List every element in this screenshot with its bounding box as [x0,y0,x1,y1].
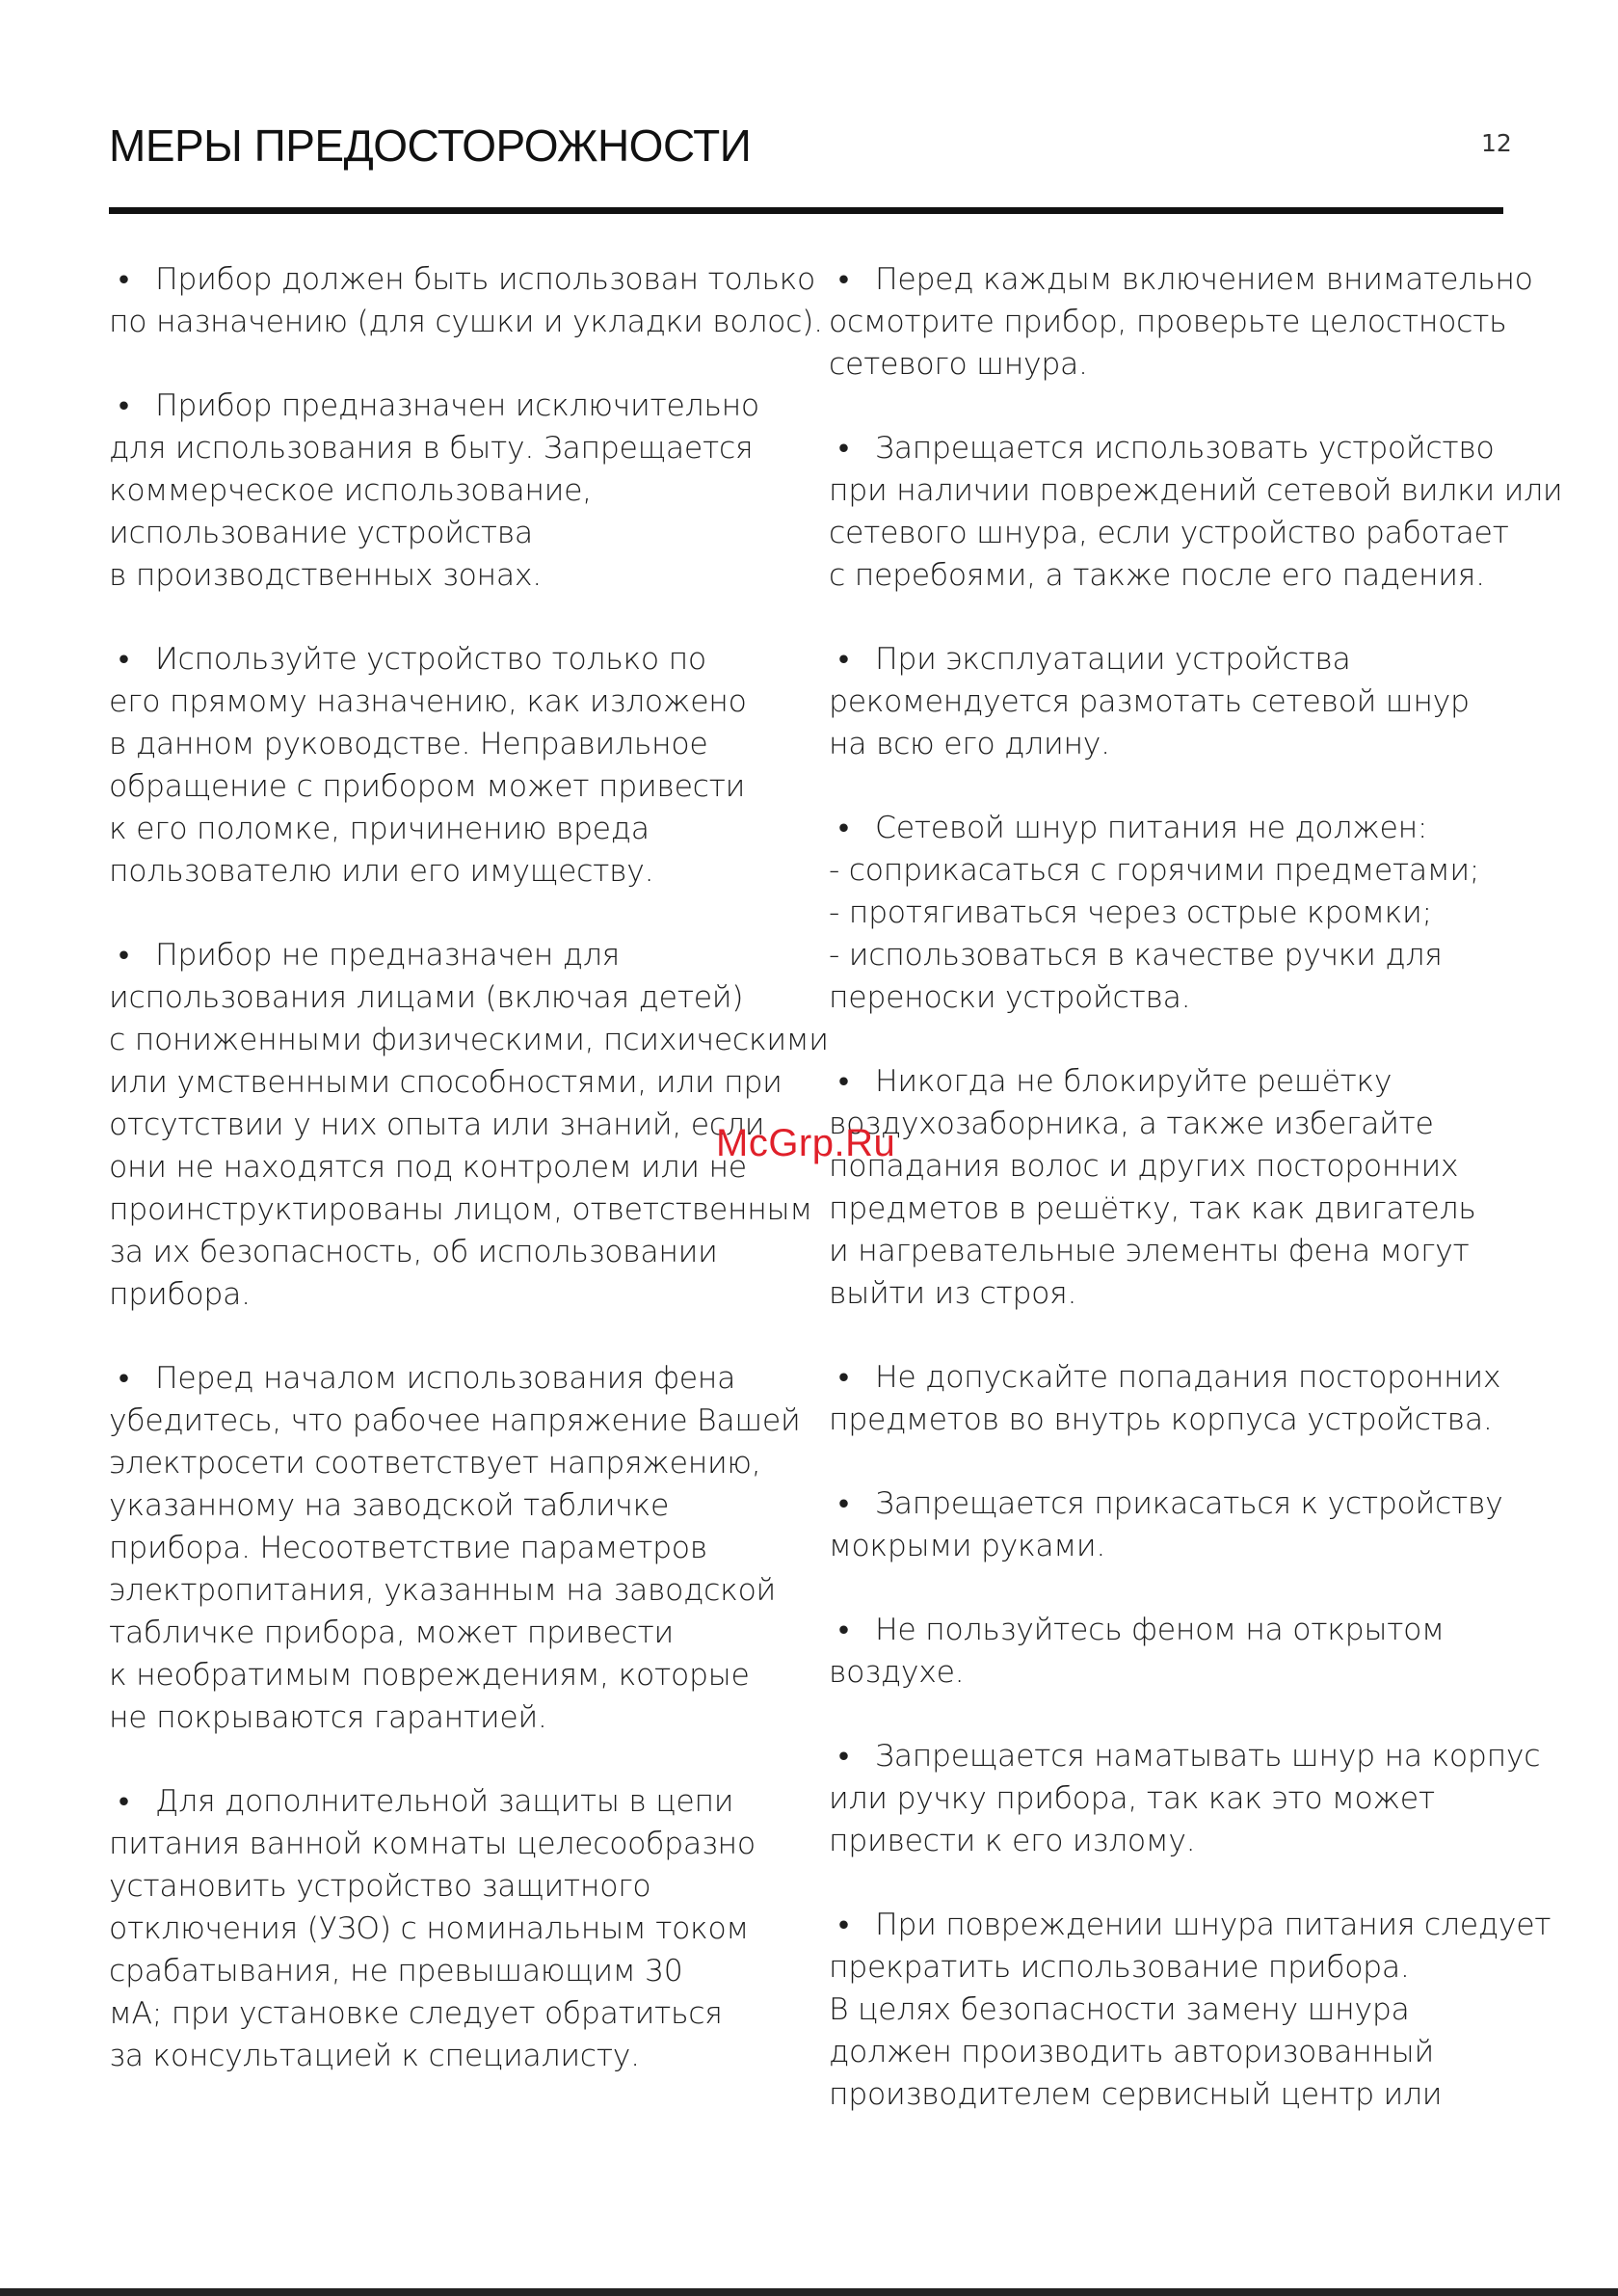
precaution-line [109,1188,812,1231]
precaution-first-line [829,1482,1523,1525]
precaution-line [109,1273,783,1316]
precaution-line [829,976,1523,1019]
precaution-text: в производственных зонах. [109,558,542,593]
precaution-text: Никогда не блокируйте решётку [875,1064,1393,1099]
precaution-text: Прибор предназначен исключительно [155,388,759,423]
precaution-line [829,1777,1523,1820]
precaution-text: проинструктированы лицом, ответственным [109,1192,812,1227]
precaution-text: В целях безопасности замену шнура [829,1992,1410,2027]
precaution-text: Прибор должен быть использован только [155,262,815,297]
precaution-line [829,1525,1523,1567]
bullet-icon: • [838,262,849,297]
bullet-icon: • [119,1361,129,1396]
precaution-item [829,1735,1541,1862]
precaution-first-line [829,1735,1541,1777]
precaution-item [109,1357,801,1739]
precaution-text: табличке прибора, может привести [109,1615,674,1650]
precaution-item [829,1904,1552,2116]
precaution-text: Сетевой шнур питания не должен: [875,811,1428,845]
precaution-first-line [109,385,783,427]
precaution-line [109,976,783,1019]
precaution-line [829,1272,1523,1315]
bullet-icon: • [838,1486,849,1521]
precaution-item [829,258,1533,386]
precaution-line [829,469,1563,512]
precaution-line [109,1400,801,1442]
precaution-line [109,1442,783,1484]
precaution-line [109,1019,829,1061]
precaution-line [829,1188,1523,1230]
watermark: McGrp.Ru [716,1122,896,1164]
right-column [829,258,1563,2157]
precaution-line [829,512,1523,554]
precaution-text: - протягиваться через острые кромки; [829,895,1432,930]
precaution-text: его прямому назначению, как изложено [109,684,747,719]
bullet-icon: • [838,431,849,466]
precaution-line [109,1654,783,1696]
precaution-line [109,1146,783,1188]
precaution-text: воздухе. [829,1655,965,1690]
precaution-line [109,1061,783,1104]
precaution-item [829,1356,1523,1441]
precaution-line [829,1651,1523,1694]
precaution-text: электропитания, указанным на заводской [109,1573,776,1608]
precaution-text: с пониженными физическими, психическими [109,1023,829,1057]
precaution-item [829,1482,1523,1567]
precaution-line [109,512,783,554]
bullet-icon: • [838,811,849,845]
precaution-text: попадания волос и других посторонних [829,1149,1459,1184]
bullet-icon: • [119,1784,129,1819]
precaution-text: При повреждении шнура питания следует [875,1908,1552,1942]
precaution-item [829,1609,1523,1694]
precaution-first-line [829,1609,1523,1651]
precaution-line [829,343,1523,386]
precaution-first-line [829,427,1523,469]
precaution-text: и нагревательные элементы фена могут [829,1234,1470,1268]
bullet-icon: • [119,262,129,297]
precaution-line [109,1696,783,1739]
precaution-line [829,1230,1523,1272]
precaution-line [109,1612,783,1654]
precaution-text: с перебоями, а также после его падения. [829,558,1485,593]
precaution-line [829,1103,1523,1145]
precaution-item [109,258,823,343]
precaution-text: использования лицами (включая детей) [109,980,744,1015]
precaution-text: должен производить авторизованный [829,2035,1434,2069]
precaution-first-line [829,1356,1523,1399]
precaution-text: пользователю или его имуществу. [109,854,654,889]
precaution-line [109,765,783,808]
precaution-text: за их безопасность, об использовании [109,1235,718,1269]
precaution-line [829,1820,1523,1862]
precaution-text: Перед началом использования фена [155,1361,736,1396]
precaution-line [829,892,1523,934]
precaution-text: привести к его излому. [829,1824,1196,1858]
bullet-icon: • [838,1908,849,1942]
bullet-icon: • [119,642,129,677]
precaution-item [829,638,1523,765]
precaution-line [829,1145,1523,1188]
precaution-text: указанному на заводской табличке [109,1488,670,1523]
page-title: МЕРЫ ПРЕДОСТОРОЖНОСТИ [109,120,752,171]
precaution-text: производителем сервисный центр или [829,2077,1443,2112]
precaution-text: воздухозаборника, а также избегайте [829,1107,1434,1141]
precaution-first-line [829,807,1523,849]
precaution-first-line [109,1357,783,1400]
precaution-first-line [829,1904,1552,1946]
precaution-text: обращение с прибором может привести [109,769,746,804]
precaution-line [829,1946,1523,1989]
precaution-text: предметов в решётку, так как двигатель [829,1191,1476,1226]
precaution-first-line [109,934,783,976]
precaution-line [829,934,1523,976]
precaution-line [109,554,783,597]
precaution-item [829,427,1563,597]
precaution-text: Перед каждым включением внимательно [875,262,1533,297]
precaution-line [829,723,1523,765]
precaution-text: срабатывания, не превышающим 30 [109,1954,683,1989]
precaution-text: сетевого шнура, если устройство работает [829,516,1509,550]
bullet-icon: • [838,1739,849,1774]
precaution-line [829,554,1523,597]
precaution-text: отключения (УЗО) с номинальным током [109,1911,749,1946]
precaution-text: коммерческое использование, [109,473,592,508]
precaution-text: - соприкасаться с горячими предметами; [829,853,1480,888]
precaution-line [109,1231,783,1273]
precaution-text: Для дополнительной защиты в цепи [155,1784,734,1819]
bullet-icon: • [838,1613,849,1647]
precaution-text: при наличии повреждений сетевой вилки или [829,473,1563,508]
precaution-item [829,1060,1523,1315]
precaution-text: установить устройство защитного [109,1869,651,1904]
precaution-item [109,1780,783,2077]
precaution-text: за консультацией к специалисту. [109,2039,640,2073]
precaution-item [109,385,783,597]
precaution-text: для использования в быту. Запрещается [109,431,754,466]
precaution-line [109,1950,783,1992]
precaution-line [109,427,783,469]
precaution-text: выйти из строя. [829,1276,1077,1311]
precaution-text: Прибор не предназначен для [155,938,621,973]
precaution-text: они не находятся под контролем или не [109,1150,747,1185]
precaution-text: или умственными способностями, или при [109,1065,782,1100]
precaution-line [109,1908,783,1950]
precaution-text: прибора. Несоответствие параметров [109,1531,707,1565]
header-divider [109,207,1503,214]
precaution-text: по назначению (для сушки и укладки волос). [109,305,823,339]
precaution-line [829,2031,1523,2073]
bullet-icon: • [119,388,129,423]
precaution-text: сетевого шнура. [829,347,1088,382]
precaution-line [109,808,783,850]
precaution-line [109,1484,783,1527]
precaution-text: к необратимым повреждениям, которые [109,1658,750,1693]
precaution-text: Запрещается прикасаться к устройству [875,1486,1503,1521]
page-number: 12 [1481,129,1512,157]
precaution-text: предметов во внутрь корпуса устройства. [829,1402,1493,1437]
precaution-text: Не пользуйтесь феном на открытом [875,1613,1445,1647]
precaution-line [109,1823,783,1865]
precaution-line [109,681,783,723]
precaution-line [829,849,1523,892]
precaution-text: прекратить использование прибора. [829,1950,1410,1985]
precaution-text: - использоваться в качестве ручки для [829,938,1443,973]
precaution-text: в данном руководстве. Неправильное [109,727,708,761]
bullet-icon: • [838,1360,849,1395]
precaution-first-line [829,638,1523,681]
precaution-line [109,1104,783,1146]
precaution-text: Используйте устройство только по [155,642,706,677]
precaution-text: питания ванной комнаты целесообразно [109,1827,756,1861]
precaution-line [109,723,783,765]
precaution-line [109,1865,783,1908]
precaution-text: электросети соответствует напряжению, [109,1446,761,1481]
precaution-text: осмотрите прибор, проверьте целостность [829,305,1507,339]
precaution-text: Запрещается использовать устройство [875,431,1495,466]
precaution-text: убедитесь, что рабочее напряжение Вашей [109,1403,801,1438]
precaution-text: не покрываются гарантией. [109,1700,547,1735]
precaution-text: прибора. [109,1277,251,1312]
precaution-line [109,1992,783,2035]
precaution-text: использование устройства [109,516,533,550]
precaution-line [829,2073,1523,2116]
precaution-line [109,1569,783,1612]
precaution-first-line [109,258,815,301]
precaution-line [829,301,1523,343]
precaution-line [109,1527,783,1569]
bullet-icon: • [838,642,849,677]
precaution-text: на всю его длину. [829,727,1110,761]
precaution-text: к его поломке, причинению вреда [109,812,650,846]
precaution-item [109,638,783,893]
precaution-first-line [109,1780,783,1823]
precaution-line [829,1989,1523,2031]
precaution-line [829,1399,1523,1441]
precaution-text: мокрыми руками. [829,1529,1106,1563]
precaution-text: отсутствии у них опыта или знаний, если [109,1108,765,1142]
precaution-item [829,807,1523,1019]
precaution-text: рекомендуется размотать сетевой шнур [829,684,1470,719]
precaution-first-line [109,638,783,681]
precaution-line [109,2035,783,2077]
precaution-text: мА; при установке следует обратиться [109,1996,723,2031]
precaution-line [109,850,783,893]
precaution-text: Не допускайте попадания посторонних [875,1360,1501,1395]
precaution-text: При эксплуатации устройства [875,642,1351,677]
precaution-line [829,681,1523,723]
precaution-text: переноски устройства. [829,980,1191,1015]
precaution-line [109,301,823,343]
precaution-text: или ручку прибора, так как это может [829,1781,1435,1816]
bullet-icon: • [838,1064,849,1099]
precaution-first-line [829,258,1533,301]
precaution-text: Запрещается наматывать шнур на корпус [875,1739,1541,1774]
bullet-icon: • [119,938,129,973]
precaution-line [109,469,783,512]
precaution-first-line [829,1060,1523,1103]
bottom-edge-band [0,2288,1618,2296]
